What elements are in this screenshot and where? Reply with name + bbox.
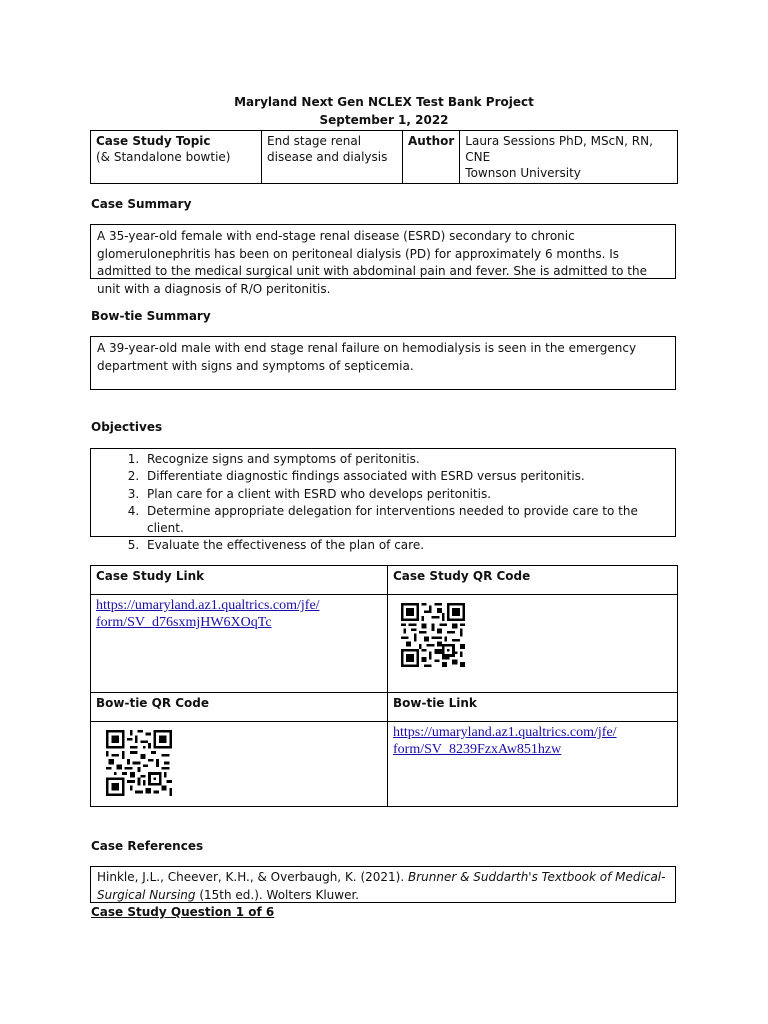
- bowtie-link-line1: https://umaryland.az1.qualtrics.com/jfe/: [393, 725, 617, 740]
- document-date: September 1, 2022: [319, 113, 449, 127]
- case-summary-heading: Case Summary: [91, 197, 192, 211]
- references-box: [90, 866, 676, 903]
- case-link-cell: [91, 595, 388, 693]
- case-link-header: Case Study Link: [91, 566, 388, 595]
- bowtie-link-header: Bow-tie Link: [388, 693, 678, 722]
- bowtie-qr-cell: [91, 722, 388, 807]
- topic-label-cell: [91, 131, 262, 184]
- reference-suffix: (15th ed.). Wolters Kluwer.: [195, 887, 360, 902]
- bowtie-summary-box: [90, 336, 676, 390]
- reference-entry: [91, 867, 675, 906]
- topic-value-cell: [262, 131, 403, 184]
- links-table: [90, 565, 678, 807]
- objective-item: 1. Recognize signs and symptoms of peritonitis.: [143, 451, 675, 468]
- bowtie-summary-heading: Bow-tie Summary: [91, 309, 211, 323]
- objectives-heading: Objectives: [91, 420, 163, 434]
- author-org: Townson University: [465, 166, 581, 180]
- case-link-line2: form/SV_d76sxmjHW6XOqTc: [96, 615, 272, 630]
- objectives-box: [90, 448, 676, 553]
- case-summary-box: [90, 224, 676, 296]
- topic-table: [90, 130, 678, 184]
- topic-value-line2: disease and dialysis: [267, 150, 388, 164]
- objectives-list: [91, 449, 675, 557]
- case-references-heading: Case References: [91, 839, 204, 853]
- author-label: Author: [403, 131, 460, 184]
- document-title: Maryland Next Gen NCLEX Test Bank Project: [234, 95, 534, 109]
- case-study-qr-code-icon[interactable]: [401, 603, 465, 667]
- objective-item: 3. Plan care for a client with ESRD who develops peritonitis.: [143, 486, 675, 503]
- case-qr-cell: [388, 595, 678, 693]
- case-summary-text: A 35-year-old female with end-stage renal disease (ESRD) secondary to chronic glomerulonephritis has been on peritoneal dialysis (PD) for approximately 6 months. Is admitted to the medical surgical unit with abdominal pain and fever. She is admitted to the unit with a diagnosis of R/O peritonitis.: [97, 229, 648, 296]
- bowtie-summary-text: A 39-year-old male with end stage renal failure on hemodialysis is seen in the emergency department with signs and symptoms of septicemia.: [97, 341, 637, 373]
- case-study-question-heading: Case Study Question 1 of 6: [91, 905, 275, 919]
- topic-label: Case Study Topic: [96, 134, 211, 148]
- bowtie-qr-header: Bow-tie QR Code: [91, 693, 388, 722]
- topic-value-line1: End stage renal: [267, 134, 362, 148]
- case-qr-header: Case Study QR Code: [388, 566, 678, 595]
- bowtie-link[interactable]: [393, 725, 617, 757]
- bowtie-qr-code-icon[interactable]: [106, 730, 172, 796]
- bowtie-link-line2: form/SV_8239FzxAw851hzw: [393, 742, 562, 757]
- reference-book-title: Brunner & Suddarth's Textbook of Medical-Surgical Nursing: [97, 870, 666, 902]
- objective-item: 2. Differentiate diagnostic findings associated with ESRD versus peritonitis.: [143, 468, 675, 485]
- objective-item: 5. Evaluate the effectiveness of the plan of care.: [143, 537, 675, 554]
- reference-prefix: Hinkle, J.L., Cheever, K.H., & Overbaugh, K. (2021).: [97, 870, 408, 884]
- case-study-link[interactable]: [96, 598, 320, 630]
- case-link-line1: https://umaryland.az1.qualtrics.com/jfe/: [96, 598, 320, 613]
- bowtie-link-cell: [388, 722, 678, 807]
- author-name: Laura Sessions PhD, MScN, RN, CNE: [465, 134, 653, 164]
- objective-item: 4. Determine appropriate delegation for interventions needed to provide care to the client.: [143, 503, 675, 538]
- author-value-cell: [460, 131, 678, 184]
- topic-sublabel: (& Standalone bowtie): [96, 150, 231, 164]
